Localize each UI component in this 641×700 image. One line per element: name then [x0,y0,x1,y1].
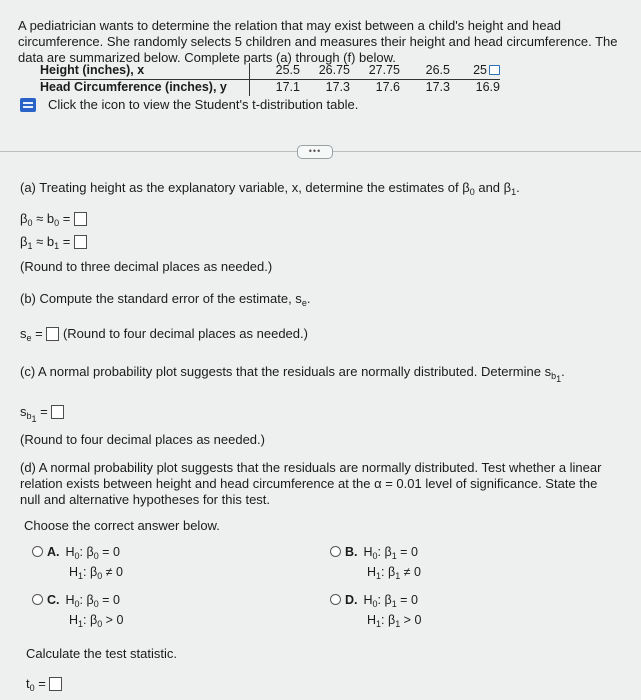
expand-button[interactable]: ••• [297,145,333,159]
data-table [40,63,500,96]
se-row: $s_e$ = (Round to four decimal places as needed.) [20,326,308,343]
radio-option-d[interactable] [330,594,341,605]
sb1-input[interactable] [51,405,64,419]
x-value: 26.5 [400,63,450,80]
choose-label: Choose the correct answer below. [24,518,220,533]
b1-input[interactable] [74,235,87,249]
beta0-row: $\beta_0 \approx b_0$ = [20,211,87,231]
y-value: 17.6 [375,80,400,94]
sb1-row: $s_{b_1}$ = [20,404,64,427]
option-d[interactable]: D. $H_0$: $\beta_1 = 0$ $H_1$: $\beta_1 > 0$ [330,592,421,632]
x-value: 26.75 [300,63,350,80]
part-c-prompt: (c) A normal probability plot suggests that the residuals are normally distributed. Determine $s_{b_1}$. [20,364,565,384]
t0-input[interactable] [49,677,62,691]
y-value: 17.3 [425,80,450,94]
table-icon[interactable] [20,98,36,112]
part-b-round-note: (Round to four decimal places as needed.) [62,326,308,341]
tdist-link[interactable]: Click the icon to view the Student's t-distribution table. [48,97,359,112]
part-b-prompt: (b) Compute the standard error of the estimate, $s_e$. [20,291,311,308]
b0-input[interactable] [74,212,87,226]
option-c[interactable]: C. $H_0$: $\beta_0 = 0$ $H_1$: $\beta_0 > 0$ [32,592,123,632]
x-value: 25 [473,63,487,77]
beta1-row: $\beta_1 \approx b_1$ = [20,234,87,254]
t0-row: $t_0$ = [26,676,62,696]
y-label: Head Circumference (inches), y [40,80,250,97]
x-label: Height (inches), x [40,63,250,80]
problem-statement: A pediatrician wants to determine the relation that may exist between a child's height and head circumference. She randomly selects 5 children and measures their height and head circumference. The data are summarized below. Complete parts (a) through (f) below. [18,18,618,65]
option-b[interactable]: B. $H_0$: $\beta_1 = 0$ $H_1$: $\beta_1 \ne 0$ [330,544,421,584]
calc-label: Calculate the test statistic. [26,646,178,661]
part-a-round-note: (Round to three decimal places as needed.) [20,259,273,274]
radio-option-c[interactable] [32,594,43,605]
option-a[interactable]: A. $H_0$: $\beta_0 = 0$ $H_1$: $\beta_0 \ne 0$ [32,544,123,584]
radio-option-a[interactable] [32,546,43,557]
part-a-prompt: (a) Treating height as the explanatory variable, x, determine the estimates of $\beta_0$ and $\beta_1$. [20,180,520,197]
table-row [40,63,500,80]
y-value: 17.1 [275,80,300,94]
part-c-round-note: (Round to four decimal places as needed.) [20,432,265,447]
se-input[interactable] [46,327,59,341]
radio-option-b[interactable] [330,546,341,557]
part-d-prompt: (d) A normal probability plot suggests that the residuals are normally distributed. Test whether a linear relation exists between height and head circumference at the α = 0.01 level of significance. State the null and alternative hypotheses for this test. [20,460,602,507]
y-value: 17.3 [325,80,350,94]
x-value-last [450,63,500,80]
copy-data-icon[interactable] [489,65,500,75]
x-value: 25.5 [250,63,301,80]
y-value: 16.9 [475,80,500,94]
table-row [40,80,500,97]
x-value: 27.75 [350,63,400,80]
